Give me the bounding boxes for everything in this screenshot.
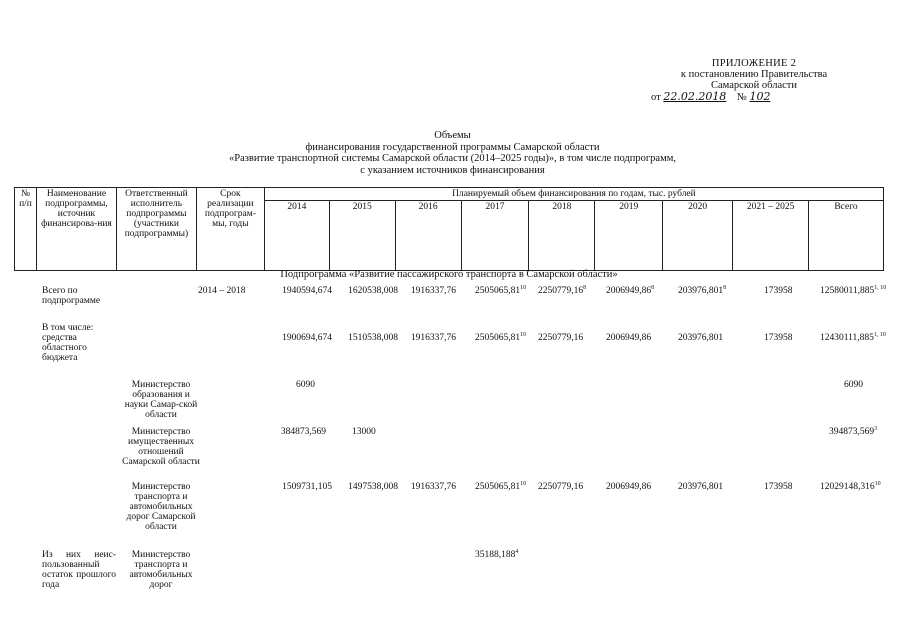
value-2017: 2505065,81$^{10}$ xyxy=(475,331,527,343)
value-total: 12430111,885$^{1, 10}$ xyxy=(820,331,886,343)
financing-table-header xyxy=(14,187,884,271)
header-year-2020: 2020 xyxy=(663,201,733,271)
value-2018: 2250779,16$^8$ xyxy=(538,284,587,296)
value-2019: 2006949,86$^8$ xyxy=(606,284,655,296)
date-prefix: от xyxy=(651,92,661,103)
header-year-2016: 2016 xyxy=(395,201,461,271)
appendix-region-line: Самарской области xyxy=(711,80,797,91)
value-2017: 2505065,81$^{10}$ xyxy=(475,480,527,492)
value-2020: 203976,801 xyxy=(678,482,724,492)
value-2014: 1509731,105 xyxy=(282,482,332,492)
value-total: 6090 xyxy=(844,380,863,390)
appendix-resolution-line: к постановлению Правительства xyxy=(680,69,828,80)
title-line-1: Объемы xyxy=(434,130,471,141)
value-2021-2025: 173958 xyxy=(764,286,793,296)
value-2018: 2250779,16 xyxy=(538,333,584,343)
header-term: Срок реализации подпрограм-мы, годы xyxy=(196,188,264,271)
row-executor: Министерство транспорта и автомобильных дорог xyxy=(129,550,193,590)
value-total: 12029148,316$^{10}$ xyxy=(820,480,881,492)
value-total: 394873,569$^3$ xyxy=(829,425,878,437)
row-term: 2014 – 2018 xyxy=(198,286,246,296)
handwritten-date: 22.02.2018 xyxy=(663,90,727,103)
value-2017: 35188,188$^4$ xyxy=(475,548,519,560)
value-2014: 1940594,674 xyxy=(282,286,332,296)
value-2014: 1900694,674 xyxy=(282,333,332,343)
value-2021-2025: 173958 xyxy=(764,482,793,492)
subprogram-title: Подпрограмма «Развитие пассажирского транспорта в Самарской области» xyxy=(280,269,618,280)
row-executor: Министерство образования и науки Самар-ской области xyxy=(124,380,198,420)
document-title xyxy=(0,130,905,176)
number-prefix: № xyxy=(736,92,747,103)
header-executor: Ответственный исполнитель подпрограммы (участники подпрограммы) xyxy=(116,188,196,271)
row-name: Всего по подпрограмме xyxy=(42,286,101,306)
financing-table-body xyxy=(14,269,887,610)
row-executor: Министерство имущественных отношений Самарской области xyxy=(122,427,200,467)
row-name: В том числе: средства областного бюджета xyxy=(42,323,94,363)
header-year-2014: 2014 xyxy=(264,201,329,271)
value-2014: 384873,569 xyxy=(280,427,326,437)
value-total: 12580011,885$^{1, 10}$ xyxy=(820,284,887,296)
header-planned-volume: Планируемый объем финансирования по годам, тыс. рублей xyxy=(264,188,883,201)
value-2019: 2006949,86 xyxy=(606,333,652,343)
value-2016: 1916337,76 xyxy=(410,333,456,343)
title-line-3: «Развитие транспортной системы Самарской области (2014–2025 годы)», в том числе подпрограмм, xyxy=(228,153,677,164)
value-2016: 1916337,76 xyxy=(410,286,456,296)
value-2015: 1510538,008 xyxy=(348,333,398,343)
value-2016: 1916337,76 xyxy=(410,482,456,492)
handwritten-number: 102 xyxy=(749,90,771,103)
value-2021-2025: 173958 xyxy=(764,333,793,343)
value-2020: 203976,801 xyxy=(678,333,724,343)
value-2020: 203976,801$^8$ xyxy=(678,284,727,296)
appendix-block xyxy=(639,58,869,103)
value-2018: 2250779,16 xyxy=(538,482,584,492)
value-2015: 13000 xyxy=(352,427,376,437)
appendix-date-line xyxy=(639,91,869,103)
header-year-2018: 2018 xyxy=(529,201,595,271)
row-executor: Министерство транспорта и автомобильных дорог Самарской области xyxy=(126,482,196,532)
value-2015: 1497538,008 xyxy=(348,482,398,492)
value-2014: 6090 xyxy=(296,380,315,390)
title-line-2: финансирования государственной программы Самарской области xyxy=(305,141,600,153)
header-year-2021-2025: 2021 – 2025 xyxy=(733,201,809,271)
value-2017: 2505065,81$^{10}$ xyxy=(475,284,527,296)
appendix-title: ПРИЛОЖЕНИЕ 2 xyxy=(711,58,797,69)
row-name: Из них неис-пользованный остаток прошлого года xyxy=(42,550,116,590)
value-2015: 1620538,008 xyxy=(348,286,398,296)
header-subprogram-name: Наименование подпрограммы, источник финансирова-ния xyxy=(36,188,116,271)
title-line-4: с указанием источников финансирования xyxy=(360,164,545,176)
header-year-2015: 2015 xyxy=(329,201,395,271)
header-year-2019: 2019 xyxy=(595,201,663,271)
value-2019: 2006949,86 xyxy=(606,482,652,492)
header-total: Всего xyxy=(809,201,884,271)
header-number: № п/п xyxy=(15,188,37,271)
header-year-2017: 2017 xyxy=(461,201,529,271)
